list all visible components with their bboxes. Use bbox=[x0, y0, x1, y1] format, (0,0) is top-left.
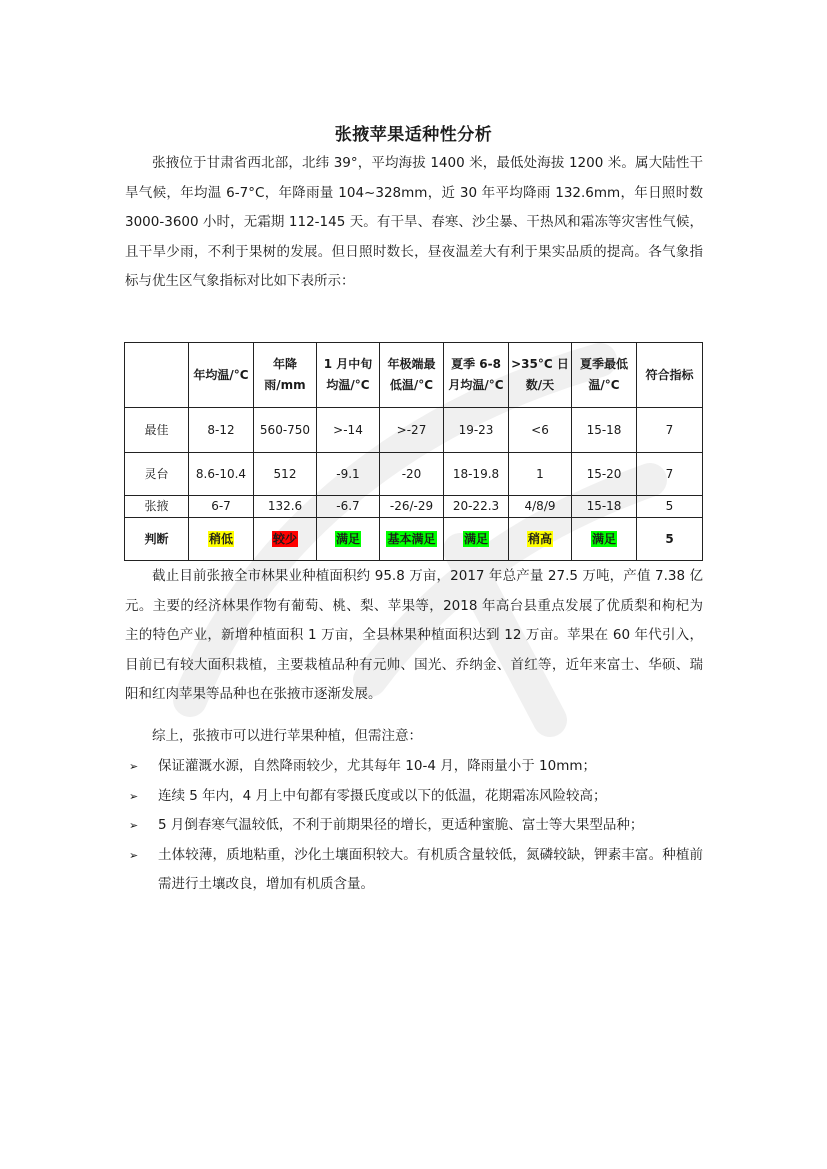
judgement-badge: 满足 bbox=[335, 531, 360, 546]
judgement-cell bbox=[509, 518, 572, 561]
table-cell: -26/-29 bbox=[380, 496, 444, 518]
table-cell: 512 bbox=[254, 453, 317, 496]
table-cell: >-14 bbox=[317, 408, 380, 453]
table-cell: 8.6-10.4 bbox=[189, 453, 254, 496]
judgement-badge: 稍高 bbox=[527, 531, 552, 546]
table-cell: -9.1 bbox=[317, 453, 380, 496]
judgement-badge: 较少 bbox=[272, 531, 297, 546]
judgement-badge: 稍低 bbox=[208, 531, 233, 546]
bullet-arrow-icon: ➢ bbox=[129, 819, 139, 832]
table-cell: 6-7 bbox=[189, 496, 254, 518]
list-item bbox=[125, 752, 703, 782]
header-cell: >35°C 日数/天 bbox=[509, 343, 572, 408]
row-label: 最佳 bbox=[125, 408, 189, 453]
note-text: 5 月倒春寒气温较低，不利于前期果径的增长，更适种蜜脆、富士等大果型品种； bbox=[158, 817, 644, 833]
header-cell: 年降雨/mm bbox=[254, 343, 317, 408]
list-item bbox=[125, 811, 703, 841]
table-cell: -20 bbox=[380, 453, 444, 496]
row-label: 张掖 bbox=[125, 496, 189, 518]
table-cell: 19-23 bbox=[444, 408, 509, 453]
table-cell: <6 bbox=[509, 408, 572, 453]
table-cell: 8-12 bbox=[189, 408, 254, 453]
page-title: 张掖苹果适种性分析 bbox=[334, 125, 493, 145]
judgement-cell bbox=[380, 518, 444, 561]
notes-list bbox=[125, 752, 703, 900]
table-cell: >-27 bbox=[380, 408, 444, 453]
note-text: 保证灌溉水源，自然降雨较少，尤其每年 10-4 月，降雨量小于 10mm； bbox=[158, 758, 596, 774]
industry-text: 截止目前张掖全市林果业种植面积约 95.8 万亩，2017 年总产量 27.5 万吨，产值 7.38 亿元。主要的经济林果作物有葡萄、桃、梨、苹果等，2018 年高台县重点发展了优质梨和枸杞为主的特色产业，新增种植面积 1 万亩，全县林果种植面积达到 12 万亩。苹果在 60 年代引入，目前已有较大面积栽植，主要栽植品种有元帅、国光、乔纳金、首红等，近年来富士、华硕、瑞阳和红肉苹果等品种也在张掖市逐渐发展。 bbox=[125, 568, 703, 702]
bullet-arrow-icon: ➢ bbox=[129, 760, 139, 773]
header-cell: 1 月中旬均温/°C bbox=[317, 343, 380, 408]
table-row bbox=[125, 453, 703, 496]
row-label: 判断 bbox=[125, 518, 189, 561]
judgement-cell bbox=[189, 518, 254, 561]
judgement-cell bbox=[637, 518, 703, 561]
table-row bbox=[125, 496, 703, 518]
judgement-badge: 基本满足 bbox=[387, 531, 436, 546]
judgement-cell bbox=[317, 518, 380, 561]
header-cell: 符合指标 bbox=[637, 343, 703, 408]
judgement-badge: 满足 bbox=[591, 531, 616, 546]
table-row bbox=[125, 408, 703, 453]
table-cell: 5 bbox=[637, 496, 703, 518]
table-cell: 560-750 bbox=[254, 408, 317, 453]
row-label: 灵台 bbox=[125, 453, 189, 496]
climate-comparison-table bbox=[124, 342, 703, 561]
header-cell: 年均温/°C bbox=[189, 343, 254, 408]
note-text: 土体较薄，质地粘重，沙化土壤面积较大。有机质含量较低，氮磷较缺，钾素丰富。种植前需进行土壤改良，增加有机质含量。 bbox=[158, 846, 703, 892]
list-item bbox=[125, 841, 703, 900]
table-cell: 15-18 bbox=[572, 408, 637, 453]
intro-paragraph bbox=[125, 149, 703, 297]
summary-paragraph bbox=[125, 722, 703, 752]
table-cell: 4/8/9 bbox=[509, 496, 572, 518]
judgement-row bbox=[125, 518, 703, 561]
table-header-row bbox=[125, 343, 703, 408]
note-text: 连续 5 年内，4 月上中旬都有零摄氏度或以下的低温，花期霜冻风险较高； bbox=[158, 787, 607, 804]
header-cell: 夏季 6-8 月均温/°C bbox=[444, 343, 509, 408]
table-cell: -6.7 bbox=[317, 496, 380, 518]
judgement-badge: 满足 bbox=[463, 531, 488, 546]
judgement-cell bbox=[254, 518, 317, 561]
list-item bbox=[125, 782, 703, 812]
table-cell: 15-20 bbox=[572, 453, 637, 496]
table-cell: 7 bbox=[637, 408, 703, 453]
table-cell: 18-19.8 bbox=[444, 453, 509, 496]
header-cell: 夏季最低温/°C bbox=[572, 343, 637, 408]
intro-text: 张掖位于甘肃省西北部，北纬 39°，平均海拔 1400 米，最低处海拔 1200 米。属大陆性干旱气候，年均温 6-7°C，年降雨量 104~328mm，近 30 年平均降雨 132.6mm，年日照时数 3000-3600 小时，无霜期 112-145 天。有干旱、春寒、沙尘暴、干热风和霜冻等灾害性气候，且干旱少雨，不利于果树的发展。但日照时数长，昼夜温差大有利于果实品质的提高。各气象指标与优生区气象指标对比如下表所示： bbox=[125, 155, 703, 289]
summary-text: 综上，张掖市可以进行苹果种植，但需注意： bbox=[152, 728, 422, 744]
industry-paragraph bbox=[125, 562, 703, 710]
judgement-score: 5 bbox=[665, 531, 674, 546]
table-cell: 1 bbox=[509, 453, 572, 496]
judgement-cell bbox=[444, 518, 509, 561]
header-cell: 年极端最低温/°C bbox=[380, 343, 444, 408]
table-cell: 132.6 bbox=[254, 496, 317, 518]
table-cell: 7 bbox=[637, 453, 703, 496]
table-cell: 20-22.3 bbox=[444, 496, 509, 518]
bullet-arrow-icon: ➢ bbox=[129, 848, 139, 862]
judgement-cell bbox=[572, 518, 637, 561]
bullet-arrow-icon: ➢ bbox=[129, 789, 139, 803]
table-cell: 15-18 bbox=[572, 496, 637, 518]
header-cell bbox=[125, 343, 189, 408]
